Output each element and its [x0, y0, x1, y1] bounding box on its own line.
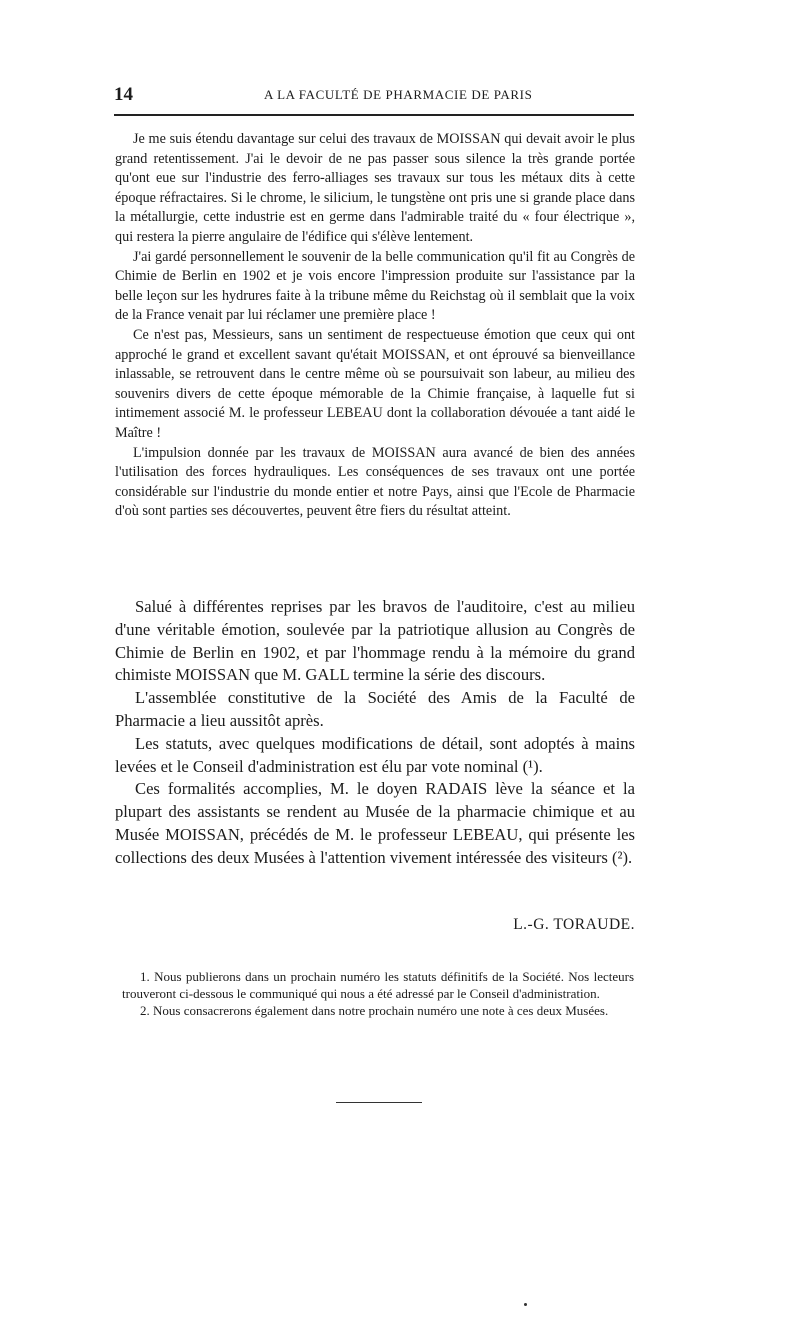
page-number: 14	[114, 84, 133, 105]
footnote: 1. Nous publierons dans un prochain numéro les statuts définitifs de la Société. Nos lecteurs trouveront ci-dessous le communiqué qui nous a été adressé par le Conseil d'administration.	[122, 969, 634, 1002]
footnote: 2. Nous consacrerons également dans notre prochain numéro une note à ces deux Musées.	[140, 1003, 609, 1019]
ink-dot	[524, 1303, 527, 1306]
paragraph: Ces formalités accomplies, M. le doyen RADAIS lève la séance et la plupart des assistants se rendent au Musée de la pharmacie chimique et au Musée MOISSAN, précédés de M. le professeur LEBEAU, qui présente les collections des deux Musées à l'attention vivement intéressée des visiteurs (²).	[115, 779, 635, 867]
footnotes	[122, 968, 634, 1020]
running-title: A LA FACULTÉ DE PHARMACIE DE PARIS	[264, 87, 533, 102]
header-rule	[114, 114, 634, 116]
author-signature: L.-G. TORAUDE.	[513, 916, 635, 933]
page-header	[114, 84, 634, 106]
paragraph: L'impulsion donnée par les travaux de MOISSAN aura avancé de bien des années l'utilisation des forces hydrauliques. Les conséquences de ses travaux ont une portée considérable sur l'industrie du monde entier et notre Pays, ainsi que l'Ecole de Pharmacie d'où sont parties ses découvertes, peuvent être fiers du résultat atteint.	[115, 444, 635, 520]
speech-excerpt	[115, 130, 635, 522]
paragraph: Salué à différentes reprises par les bravos de l'auditoire, c'est au milieu d'une véritable émotion, soulevée par la patriotique allusion au Congrès de Chimie de Berlin en 1902, et par l'hommage rendu à la mémoire du grand chimiste MOISSAN que M. GALL termine la série des discours.	[115, 597, 635, 685]
paragraph: Les statuts, avec quelques modifications de détail, sont adoptés à mains levées et le Conseil d'administration est élu par vote nominal (¹).	[115, 733, 635, 776]
paragraph: L'assemblée constitutive de la Société des Amis de la Faculté de Pharmacie a lieu aussitôt après.	[115, 688, 635, 730]
paragraph: J'ai gardé personnellement le souvenir de la belle communication qu'il fit au Congrès de Chimie de Berlin en 1902 et je vois encore l'impression produite sur l'assistance par la belle leçon sur les hydrures faite à la tribune même du Reichstag où il semblait que la voix de la France venait par lui réclamer une première place !	[115, 248, 635, 324]
paragraph: Je me suis étendu davantage sur celui des travaux de MOISSAN qui devait avoir le plus grand retentissement. J'ai le devoir de ne pas passer sous silence la très grande portée qu'ont eue sur l'industrie des ferro-alliages ses travaux sur tous les métaux dits à cette époque réfractaires. Si le chrome, le silicium, le tungstène ont pris une si grande place dans la métallurgie, cette industrie est en germe dans l'admirable traité du « four électrique », qui restera la pierre angulaire de l'édifice qui s'élève lentement.	[115, 131, 635, 245]
paragraph: Ce n'est pas, Messieurs, sans un sentiment de respectueuse émotion que ceux qui ont approché le grand et excellent savant qu'était MOISSAN, et ont éprouvé sa bienveillance inlassable, se retrouvent dans le centre même où se poursuivait son labeur, au milieu des souvenirs divers de cette époque mémorable de la Chimie française, à laquelle fut si intimement associé M. le professeur LEBEAU dont la collaboration dévouée a tant aidé le Maître !	[115, 326, 635, 441]
report-body	[115, 596, 635, 870]
end-rule	[336, 1102, 422, 1103]
